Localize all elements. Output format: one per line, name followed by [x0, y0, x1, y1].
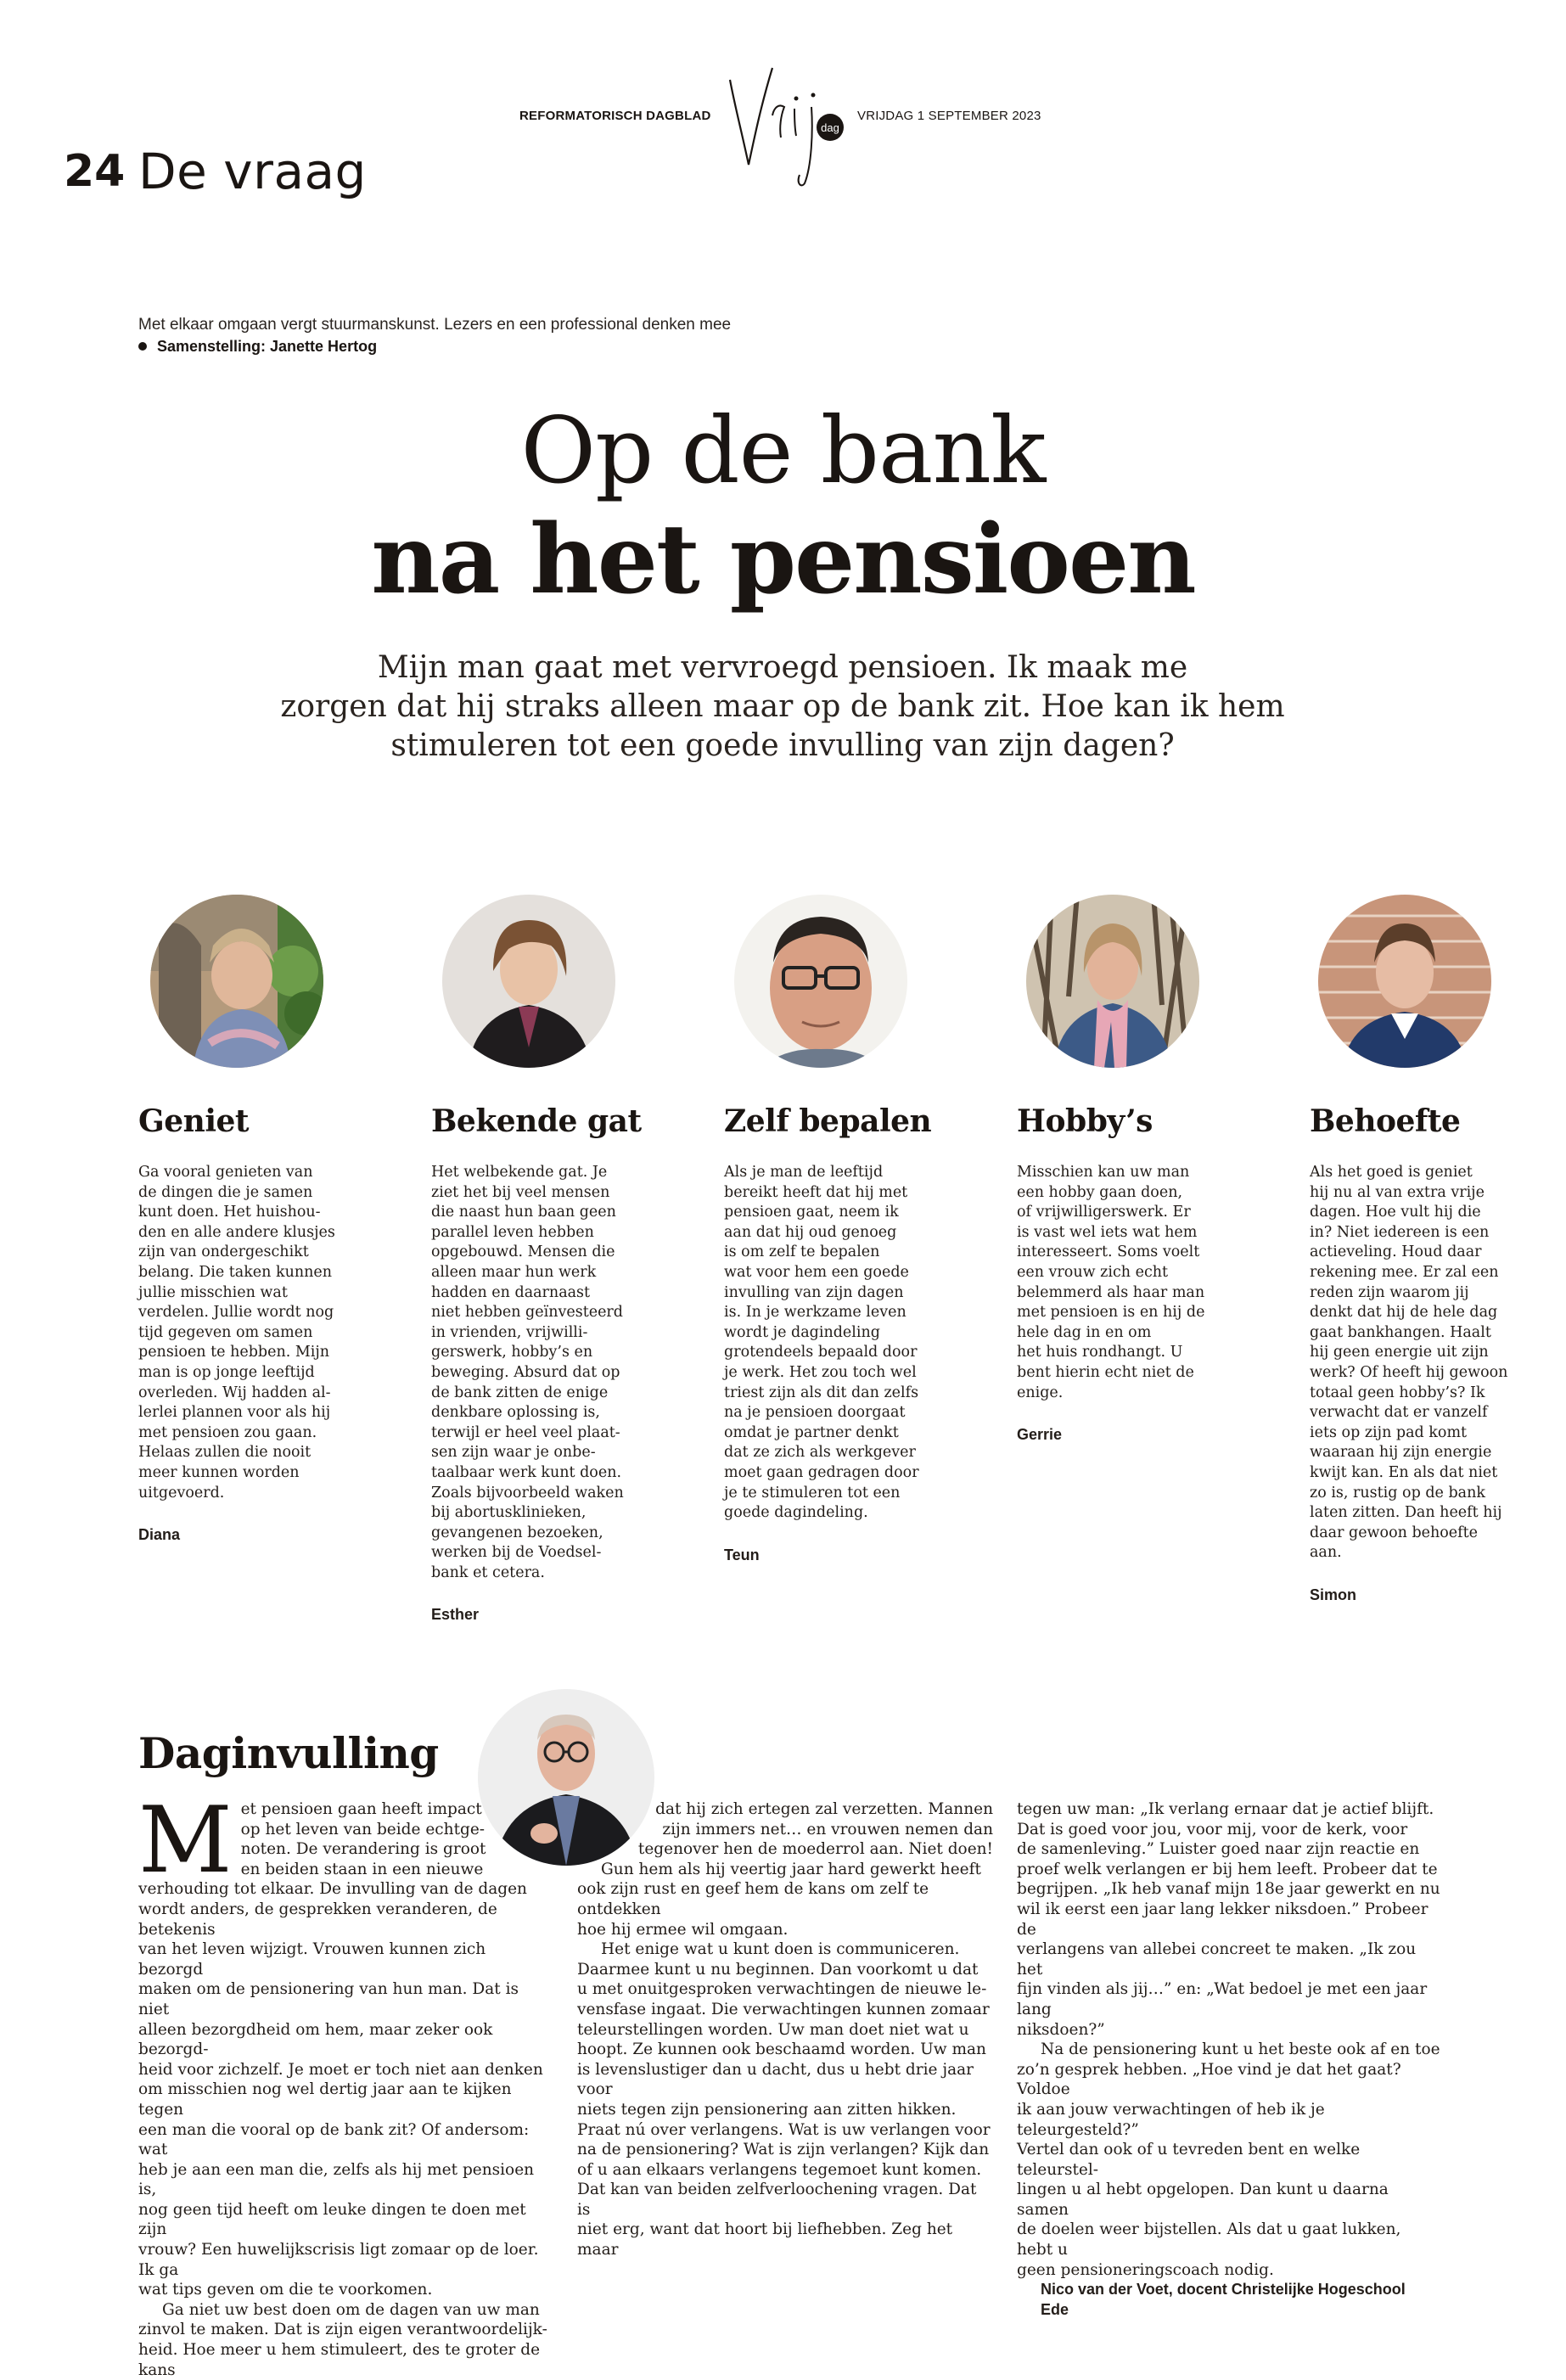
text-line: tegen uw man: „Ik verlang ernaar dat je actief blijft. [1017, 1800, 1434, 1818]
author-name: Teun [724, 1546, 760, 1563]
text-line: hij nu al van extra vrije [1310, 1183, 1485, 1201]
text-line: hele dag in en om [1017, 1323, 1152, 1341]
text-line: wat voor hem een goede [724, 1263, 909, 1281]
text-line: in? Niet iedereen is een [1310, 1223, 1490, 1241]
text-line: aan. [1310, 1544, 1342, 1562]
text-line: die naast hun baan geen [431, 1204, 616, 1221]
text-line: laten zitten. Dan heeft hij [1310, 1504, 1502, 1522]
text-line: hadden en daarnaast [431, 1283, 591, 1301]
text-line: kunt doen. Het huishou- [138, 1204, 321, 1221]
text-line: uitgevoerd. [138, 1484, 225, 1502]
text-line: belang. Die taken kunnen [138, 1263, 333, 1281]
text-line: Ga vooral genieten van [138, 1164, 313, 1181]
text-line: iets op zijn pad komt [1310, 1423, 1468, 1441]
paragraph [1017, 1799, 1441, 2040]
text-line: grotendeels bepaald door [724, 1344, 918, 1361]
text-line: bereikt heeft dat hij met [724, 1183, 908, 1201]
text-line: goede dagindeling. [724, 1504, 868, 1522]
headline-line-2: na het pensioen [371, 504, 1195, 615]
text-line: moet gaan gedragen door [724, 1463, 919, 1481]
text-line: na je pensioen doorgaat [724, 1404, 906, 1422]
text-line: vrouw? Een huwelijkscrisis ligt zomaar op de loer. Ik ga [138, 2241, 539, 2279]
text-line: zijn immers net… en vrouwen nemen dan [662, 1820, 993, 1838]
text-line: terwijl er heel veel plaat- [431, 1423, 620, 1441]
text-line: is levenslustiger dan u dacht, dus u hebt drie jaar voor [577, 2060, 974, 2099]
advice-heading: Daginvulling [138, 1728, 439, 1778]
text-line: Praat nú over verlangens. Wat is uw verlangen voor [577, 2120, 991, 2139]
newspaper-name: REFORMATORISCH DAGBLAD [519, 109, 711, 123]
text-line: waaraan hij zijn energie [1310, 1444, 1492, 1462]
text-line: sen zijn waar je onbe- [431, 1444, 596, 1462]
text-line: ik aan jouw verwachtingen of heb ik je teleurgesteld?” [1017, 2100, 1325, 2139]
text-line: enige. [1017, 1384, 1064, 1401]
text-line: reden zijn waarom jij [1310, 1283, 1469, 1301]
text-line: verlangens van allebei concreet te maken. „Ik zou het [1017, 1940, 1417, 1979]
signature-line: Nico van der Voet, docent Christelijke Hogeschool [1041, 2281, 1406, 2299]
text-line: daar gewoon behoefte [1310, 1524, 1479, 1541]
text-line: is. In je werkzame leven [724, 1304, 906, 1322]
text-line: Gun hem als hij veertig jaar hard gewerkt heeft [601, 1860, 981, 1878]
text-line: taalbaar werk kunt doen. [431, 1463, 622, 1481]
text-line: noten. De verandering is groot [240, 1840, 486, 1859]
author-name: Gerrie [1017, 1426, 1063, 1444]
text-line: een man die vooral op de bank zit? Of andersom: wat [138, 2120, 530, 2159]
text-line: triest zijn als dit dan zelfs [724, 1384, 919, 1401]
text-line: van het leven wijzigt. Vrouwen kunnen zich bezorgd [138, 1940, 486, 1979]
text-line: in vrienden, vrijwilli- [431, 1323, 588, 1341]
text-line: Dat kan van beiden zelfverloochening vragen. Dat is [577, 2181, 977, 2219]
text-line: Daarmee kunt u nu beginnen. Dan voorkomt u dat [577, 1960, 979, 1979]
bullet-icon [138, 342, 147, 351]
text-line: of vrijwilligerswerk. Er [1017, 1204, 1191, 1221]
portrait-gerrie [1026, 895, 1199, 1068]
signature-line: Ede [1041, 2300, 1069, 2318]
text-line: het huis rondhangt. U [1017, 1344, 1183, 1361]
text-line: lingen u al hebt opgelopen. Dan kunt u daarna samen [1017, 2181, 1389, 2219]
text-line: interesseert. Soms voelt [1017, 1243, 1200, 1261]
text-line: is om zelf te bepalen [724, 1243, 880, 1261]
response-heading-2: Bekende gat [431, 1103, 642, 1139]
text-line: heid. Hoe meer u hem stimuleert, des te groter de kans [138, 2341, 541, 2379]
text-line: Als je man de leeftijd [724, 1164, 884, 1181]
text-line: werk? Of heeft hij gewoon [1310, 1363, 1508, 1381]
text-line: overleden. Wij hadden al- [138, 1384, 331, 1401]
portrait-simon [1318, 895, 1491, 1068]
text-line: meer kunnen worden [138, 1463, 300, 1481]
paragraph [577, 1799, 993, 1860]
paragraph [1017, 2060, 1441, 2281]
response-body-3 [724, 1163, 921, 1565]
text-line: heb je aan een man die, zelfs als hij met pensioen is, [138, 2160, 535, 2199]
section-title: De vraag [138, 143, 367, 200]
text-line: de samenleving.” Luister goed naar zijn reactie en [1017, 1840, 1420, 1859]
text-line: niets tegen zijn pensionering aan zitten hikken. [577, 2100, 957, 2119]
paragraph [577, 1960, 993, 2260]
paragraph [138, 2320, 554, 2380]
paragraph [577, 1860, 993, 1880]
text-line: den en alle andere klusjes [138, 1223, 335, 1241]
text-line: wil ik eerst een jaar lang lekker niksdoen.” Probeer de [1017, 1900, 1428, 1939]
text-line: et pensioen gaan heeft impact [240, 1800, 482, 1818]
question-line: stimuleren tot een goede invulling van zijn dagen? [390, 728, 1175, 763]
text-line: nog geen tijd heeft om leuke dingen te doen met zijn [138, 2200, 526, 2239]
text-line: niet hebben geïnvesteerd [431, 1304, 624, 1322]
text-line: de dingen die je samen [138, 1183, 313, 1201]
text-line: pensioen gaat, neem ik [724, 1204, 899, 1221]
text-line: zijn van ondergeschikt [138, 1243, 309, 1261]
text-line: niksdoen?” [1017, 2020, 1105, 2039]
text-line: gerswerk, hobby’s en [431, 1344, 593, 1361]
text-line: hoopt. Ze kunnen ook beschaamd worden. Uw man [577, 2040, 986, 2059]
text-line: dat ze zich als werkgever [724, 1444, 916, 1462]
text-line: gevangenen bezoeken, [431, 1524, 603, 1541]
text-line: rekening mee. Er zal een [1310, 1263, 1499, 1281]
text-line: met pensioen zou gaan. [138, 1423, 317, 1441]
text-line: Als het goed is geniet [1310, 1164, 1473, 1181]
author-name: Simon [1310, 1586, 1357, 1603]
text-line: actieveling. Houd daar [1310, 1243, 1482, 1261]
text-line: denkbare oplossing is, [431, 1404, 600, 1422]
text-line: jullie misschien wat [138, 1283, 288, 1301]
issue-date: VRIJDAG 1 SEPTEMBER 2023 [857, 109, 1041, 123]
text-line: fijn vinden als jij…” en: „Wat bedoel je met een jaar lang [1017, 1980, 1428, 2018]
text-line: met pensioen is en hij de [1017, 1304, 1205, 1322]
credit-text: Samenstelling: Janette Hertog [157, 338, 378, 355]
paragraph [577, 1879, 993, 1939]
text-line: denkt dat hij de hele dag [1310, 1304, 1498, 1322]
text-line: Ga niet uw best doen om de dagen van uw man [162, 2300, 540, 2319]
credit-line [138, 338, 377, 356]
text-line: bank et cetera. [431, 1563, 545, 1581]
text-line: kwijt kan. En als dat niet [1310, 1463, 1498, 1481]
text-line: bent hierin echt niet de [1017, 1363, 1194, 1381]
advice-column-1 [138, 1788, 554, 2380]
text-line: op het leven van beide echtge- [240, 1820, 486, 1838]
text-line: lerlei plannen voor als hij [138, 1404, 331, 1422]
text-line: de doelen weer bijstellen. Als dat u gaat lukken, hebt u [1017, 2220, 1401, 2259]
response-heading-4: Hobby’s [1017, 1103, 1153, 1139]
author-name: Diana [138, 1526, 181, 1544]
text-line: werken bij de Voedsel- [431, 1544, 602, 1562]
expert-signature [1017, 2280, 1441, 2320]
text-line: om misschien nog wel dertig jaar aan te kijken tegen [138, 2080, 512, 2119]
portrait-esther [442, 895, 615, 1068]
text-line: verwacht dat er vanzelf [1310, 1404, 1488, 1422]
text-line: Zoals bijvoorbeeld waken [431, 1484, 624, 1502]
text-line: tijd gegeven om samen [138, 1323, 313, 1341]
text-line: verdelen. Jullie wordt nog [138, 1304, 334, 1322]
text-line: parallel leven hebben [431, 1223, 594, 1241]
response-heading-5: Behoefte [1310, 1103, 1461, 1139]
response-body-2 [431, 1163, 628, 1625]
text-line: Helaas zullen die nooit [138, 1444, 312, 1462]
text-line: is vast wel iets wat hem [1017, 1223, 1198, 1241]
question-line: Mijn man gaat met vervroegd pensioen. Ik maak me [377, 650, 1188, 685]
text-line: u met onuitgesproken verwachtingen de nieuwe le- [577, 1980, 987, 1999]
text-line: Misschien kan uw man [1017, 1164, 1190, 1181]
response-heading-1: Geniet [138, 1103, 250, 1139]
text-line: invulling van zijn dagen [724, 1283, 904, 1301]
text-line: een hobby gaan doen, [1017, 1183, 1183, 1201]
advice-column-2 [577, 1799, 993, 2260]
paragraph [1017, 2040, 1441, 2060]
text-line: belemmerd als haar man [1017, 1283, 1205, 1301]
text-line: vensfase ingaat. Die verwachtingen kunnen zomaar [577, 2000, 990, 2018]
paragraph [138, 1788, 554, 2300]
text-line: gaat bankhangen. Haalt [1310, 1323, 1491, 1341]
text-line: de bank zitten de enige [431, 1384, 609, 1401]
portrait-diana [150, 895, 323, 1068]
text-line: ook zijn rust en geef hem de kans om zelf te ontdekken [577, 1880, 929, 1918]
text-line: pensioen te hebben. Mijn [138, 1344, 330, 1361]
response-body-4 [1017, 1163, 1214, 1445]
headline-line-1: Op de bank [520, 398, 1046, 504]
text-line: Dat is goed voor jou, voor mij, voor de kerk, voor [1017, 1820, 1408, 1838]
page-number: 24 [64, 146, 126, 197]
text-line: en beiden staan in een nieuwe [240, 1860, 484, 1878]
author-name: Esther [431, 1606, 480, 1624]
text-line: man is op jonge leeftijd [138, 1363, 315, 1381]
advice-column-3 [1017, 1799, 1441, 2320]
text-line: Na de pensionering kunt u het beste ook af en toe [1041, 2040, 1440, 2059]
text-line: aan dat hij oud genoeg [724, 1223, 897, 1241]
text-line: niet erg, want dat hoort bij liefhebben. Zeg het maar [577, 2220, 953, 2259]
text-line: totaal geen hobby’s? Ik [1310, 1384, 1485, 1401]
text-line: omdat je partner denkt [724, 1423, 899, 1441]
vrijdag-logo [723, 56, 850, 192]
text-line: alleen maar hun werk [431, 1263, 597, 1281]
text-line: tegenover hen de moederrol aan. Niet doen! [637, 1840, 993, 1859]
text-line: of u aan elkaars verlangens tegemoet kunt komen. [577, 2160, 982, 2179]
drop-cap: M [138, 1788, 233, 1894]
paragraph [577, 1939, 993, 1960]
reader-question [273, 648, 1292, 766]
text-line: wordt anders, de gesprekken veranderen, de betekenis [138, 1900, 497, 1939]
text-line: een vrouw zich echt [1017, 1263, 1169, 1281]
text-line: beweging. Absurd dat op [431, 1363, 620, 1381]
response-body-5 [1310, 1163, 1518, 1605]
text-line: zo is, rustig op de bank [1310, 1484, 1485, 1502]
text-line: hoe hij ermee wil omgaan. [577, 1920, 789, 1939]
text-line: bij abortusklinieken, [431, 1504, 587, 1522]
text-line: wat tips geven om die te voorkomen. [138, 2281, 433, 2299]
text-line: proef welk verlangen er bij hem leeft. Probeer dat te [1017, 1860, 1438, 1878]
intro-text: Met elkaar omgaan vergt stuurmanskunst. Lezers en een professional denken mee [138, 316, 732, 334]
response-heading-3: Zelf bepalen [724, 1103, 932, 1139]
text-line: zinvol te maken. Dat is zijn eigen verantwoordelijk- [138, 2321, 547, 2339]
text-line: na de pensionering? Wat is zijn verlangen? Kijk dan [577, 2141, 990, 2159]
question-line: zorgen dat hij straks alleen maar op de bank zit. Hoe kan ik hem [280, 689, 1285, 724]
response-body-1 [138, 1163, 335, 1546]
text-line: wordt je dagindeling [724, 1323, 880, 1341]
text-line: verhouding tot elkaar. De invulling van de dagen [138, 1880, 527, 1899]
portrait-teun [734, 895, 907, 1068]
text-line: teleurstellingen worden. Uw man doet niet wat u [577, 2020, 969, 2039]
text-line: opgebouwd. Mensen die [431, 1243, 615, 1261]
text-line: Het enige wat u kunt doen is communiceren. [601, 1940, 960, 1959]
text-line: alleen bezorgdheid om hem, maar zeker ook bezorgd- [138, 2020, 493, 2059]
text-line: zo’n gesprek hebben. „Hoe vind je dat het gaat? Voldoe [1017, 2060, 1401, 2099]
svg-text:dag: dag [821, 121, 839, 134]
text-line: Vertel dan ook of u tevreden bent en welke teleurstel- [1017, 2141, 1361, 2179]
text-line: heid voor zichzelf. Je moet er toch niet aan denken [138, 2060, 543, 2079]
text-line: geen pensioneringscoach nodig. [1017, 2260, 1274, 2279]
text-line: begrijpen. „Ik heb vanaf mijn 18e jaar gewerkt en nu [1017, 1880, 1440, 1899]
text-line: hij geen energie uit zijn [1310, 1344, 1489, 1361]
text-line: Het welbekende gat. Je [431, 1164, 608, 1181]
text-line: je te stimuleren tot een [724, 1484, 901, 1502]
text-line: maken om de pensionering van hun man. Dat is niet [138, 1980, 519, 2018]
text-line: ziet het bij veel mensen [431, 1183, 610, 1201]
text-line: dat hij zich ertegen zal verzetten. Mannen [655, 1800, 993, 1818]
paragraph [138, 2300, 554, 2321]
text-line: je werk. Het zou toch wel [724, 1363, 917, 1381]
text-line: dagen. Hoe vult hij die [1310, 1204, 1481, 1221]
